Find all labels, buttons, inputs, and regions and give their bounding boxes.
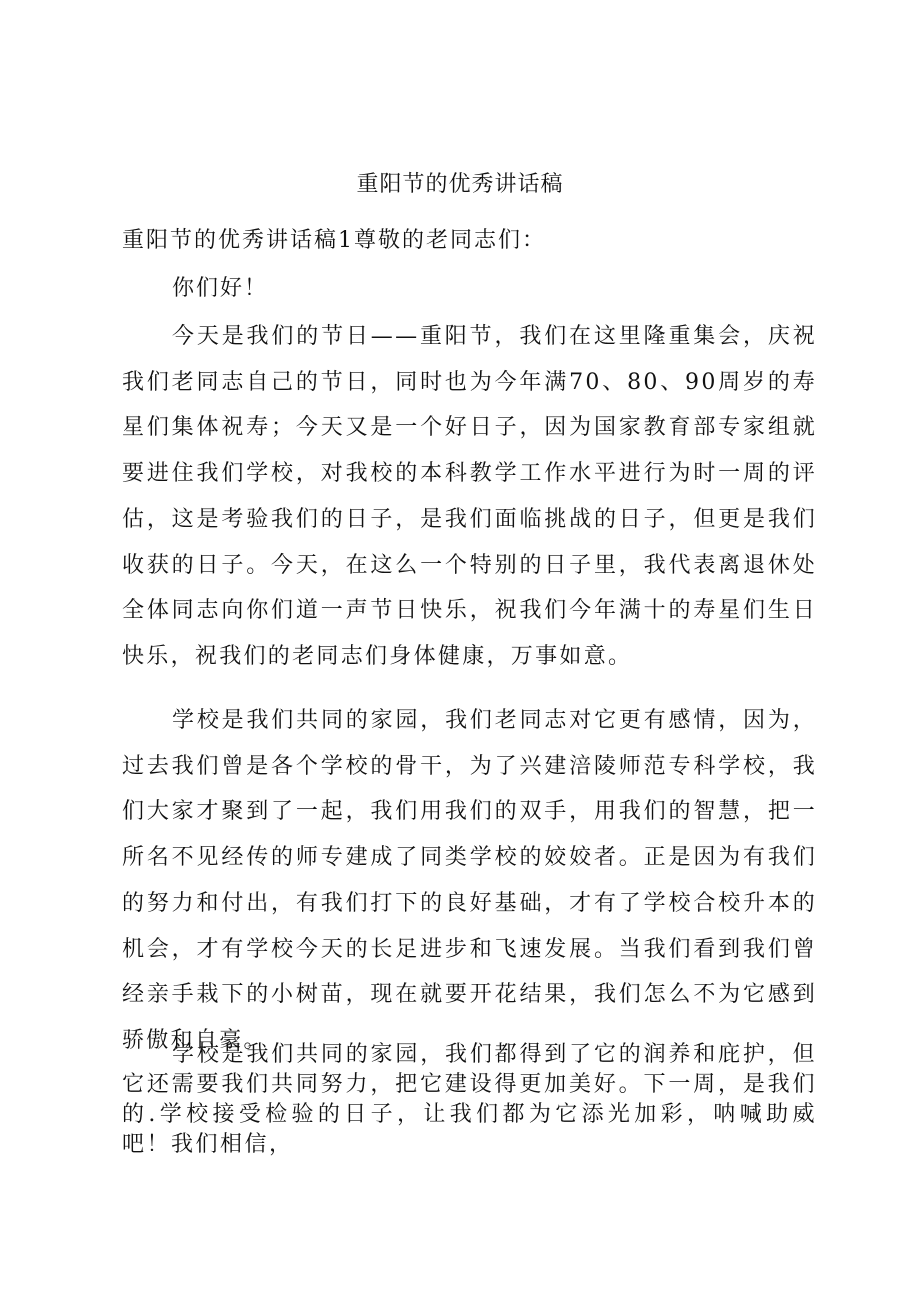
greeting-text: 你们好！ xyxy=(172,276,269,301)
paragraph-1: 今天是我们的节日——重阳节，我们在这里隆重集会，庆祝我们老同志自己的节日，同时也为今年满70、80、90周岁的寿星们集体祝寿；今天又是一个好日子，因为国家教育部专家组就要进住我们学校，对我校的本科教学工作水平进行为时一周的评估，这是考验我们的日子，是我们面临挑战的日子，但更是我们收获的日子。今天，在这么一个特别的日子里，我代表离退休处全体同志向你们道一声节日快乐，祝我们今年满十的寿星们生日快乐，祝我们的老同志们身体健康，万事如意。 xyxy=(122,324,817,669)
document-heading-line: 重阳节的优秀讲话稿1尊敬的老同志们： xyxy=(122,228,546,253)
paragraph-3: 学校是我们共同的家园，我们都得到了它的润养和庇护，但它还需要我们共同努力，把它建设得更加美好。下一周，是我们的.学校接受检验的日子，让我们都为它添光加彩，呐喊助威吧！我们相信， xyxy=(122,1042,817,1157)
paragraph-2: 学校是我们共同的家园，我们老同志对它更有感情，因为，过去我们曾是各个学校的骨干，为了兴建涪陵师范专科学校，我们大家才聚到了一起，我们用我们的双手，用我们的智慧，把一所名不见经传的师专建成了同类学校的姣姣者。正是因为有我们的努力和付出，有我们打下的良好基础，才有了学校合校升本的机会，才有学校今天的长足进步和飞速发展。当我们看到我们曾经亲手栽下的小树苗，现在就要开花结果，我们怎么不为它感到骄傲和自豪。 xyxy=(122,708,817,1053)
document-title: 重阳节的优秀讲话稿 xyxy=(356,172,564,197)
